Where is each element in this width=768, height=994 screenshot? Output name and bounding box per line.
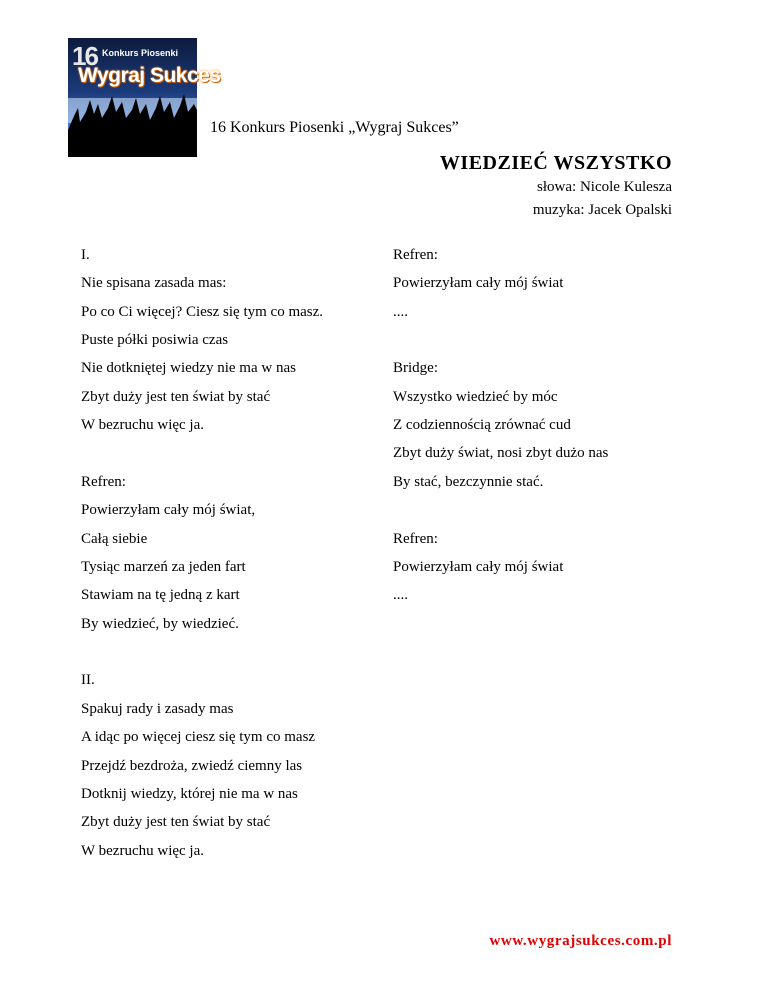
refrain-label: Refren: [393,531,438,547]
lyric-line: Tysiąc marzeń za jeden fart [81,559,246,575]
logo-brand: Wygraj Sukces [78,64,221,87]
lyric-line: Powierzyłam cały mój świat, [81,502,256,518]
refrain-label: Refren: [393,247,438,263]
verse-label: II. [81,672,95,688]
lyric-line: Stawiam na tę jedną z kart [81,587,240,603]
lyric-line: W bezruchu więc ja. [81,843,204,859]
lyric-line: Wszystko wiedzieć by móc [393,389,558,405]
lyric-line: Zbyt duży świat, nosi zbyt dużo nas [393,445,609,461]
verse-label: I. [81,247,90,263]
lyric-line: By stać, bezczynnie stać. [393,474,544,490]
website-link[interactable]: www.wygrajsukces.com.pl [489,933,672,949]
logo [68,38,221,157]
lyric-line: Dotknij wiedzy, której nie ma w nas [81,786,298,802]
lyric-line: Spakuj rady i zasady mas [81,701,234,717]
logo-number: 16 [72,41,97,71]
ellipsis-line: .... [393,587,408,603]
lyric-line: Przejdź bezdroża, zwiedź ciemny las [81,758,303,774]
lyric-line: Powierzyłam cały mój świat [393,275,564,291]
lyrics-credit: słowa: Nicole Kulesza [537,179,672,195]
logo-subtitle: Konkurs Piosenki [102,48,179,58]
song-title: WIEDZIEĆ WSZYSTKO [439,152,672,174]
music-credit: muzyka: Jacek Opalski [532,202,672,218]
lyric-line: Puste półki posiwia czas [81,332,229,348]
ellipsis-line: .... [393,304,408,320]
contest-header: 16 Konkurs Piosenki „Wygraj Sukces” [210,119,459,136]
lyric-line: By wiedzieć, by wiedzieć. [81,616,239,632]
lyric-line: Po co Ci więcej? Ciesz się tym co masz. [81,304,324,320]
lyric-line: Zbyt duży jest ten świat by stać [81,389,271,405]
refrain-label: Refren: [81,474,126,490]
lyric-line: Zbyt duży jest ten świat by stać [81,814,271,830]
lyric-line: Nie dotkniętej wiedzy nie ma w nas [81,360,296,376]
bridge-label: Bridge: [393,360,438,376]
lyric-line: Z codziennością zrównać cud [393,417,571,433]
lyric-line: Nie spisana zasada mas: [81,275,227,291]
lyric-line: Powierzyłam cały mój świat [393,559,564,575]
lyric-line: W bezruchu więc ja. [81,417,204,433]
lyric-line: A idąc po więcej ciesz się tym co masz [81,729,316,745]
lyric-line: Całą siebie [81,531,148,547]
